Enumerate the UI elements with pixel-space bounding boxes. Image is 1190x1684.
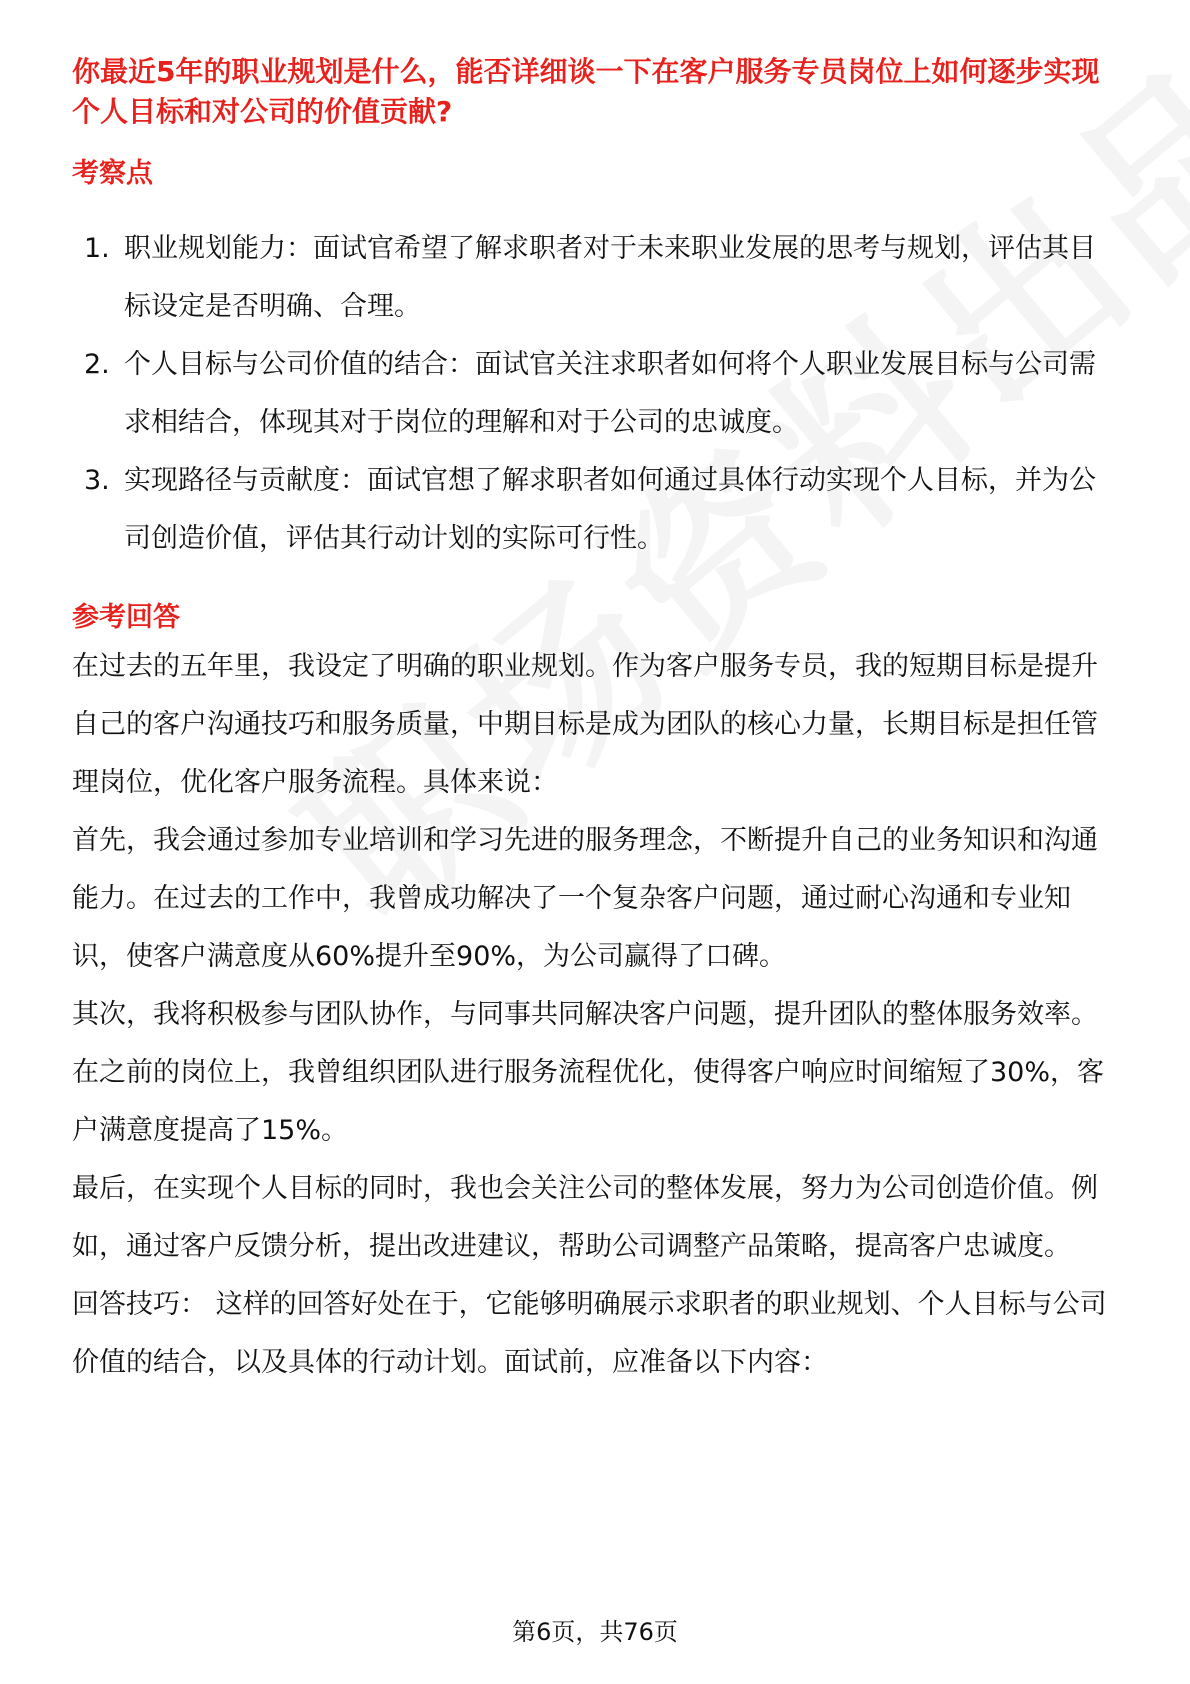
answer-paragraph: 在过去的五年里，我设定了明确的职业规划。作为客户服务专员，我的短期目标是提升自己的客户沟通技巧和服务质量，中期目标是成为团队的核心力量，长期目标是担任管理岗位，优化客户服务流程。具体来说： — [72, 651, 1098, 798]
list-item — [72, 220, 1122, 336]
list-item — [72, 452, 1122, 568]
list-item-number: 1. — [84, 233, 110, 264]
list-item — [72, 336, 1122, 452]
list-item-text: 职业规划能力：面试官希望了解求职者对于未来职业发展的思考与规划，评估其目标设定是否明确、合理。 — [124, 233, 1096, 322]
answer-paragraph: 最后，在实现个人目标的同时，我也会关注公司的整体发展，努力为公司创造价值。例如，通过客户反馈分析，提出改进建议，帮助公司调整产品策略，提高客户忠诚度。 — [72, 1173, 1098, 1262]
list-item-number: 3. — [84, 465, 110, 496]
tips-paragraph: 回答技巧： 这样的回答好处在于，它能够明确展示求职者的职业规划、个人目标与公司价值的结合，以及具体的行动计划。面试前，应准备以下内容： — [72, 1289, 1107, 1378]
answer-section-title: 参考回答 — [72, 602, 180, 633]
points-section-title: 考察点 — [72, 158, 153, 189]
answer-paragraph: 首先，我会通过参加专业培训和学习先进的服务理念，不断提升自己的业务知识和沟通能力。在过去的工作中，我曾成功解决了一个复杂客户问题，通过耐心沟通和专业知识，使客户满意度从60%提升至90%，为公司赢得了口碑。 — [72, 825, 1098, 972]
question-heading: 你最近5年的职业规划是什么，能否详细谈一下在客户服务专员岗位上如何逐步实现个人目标和对公司的价值贡献? — [72, 55, 1100, 128]
answer-paragraph: 其次，我将积极参与团队协作，与同事共同解决客户问题，提升团队的整体服务效率。在之前的岗位上，我曾组织团队进行服务流程优化，使得客户响应时间缩短了30%，客户满意度提高了15%。 — [72, 999, 1105, 1146]
list-item-number: 2. — [84, 349, 110, 380]
page-content — [72, 52, 1122, 1392]
list-item-text: 实现路径与贡献度：面试官想了解求职者如何通过具体行动实现个人目标，并为公司创造价值，评估其行动计划的实际可行性。 — [124, 465, 1096, 554]
list-item-text: 个人目标与公司价值的结合：面试官关注求职者如何将个人职业发展目标与公司需求相结合，体现其对于岗位的理解和对于公司的忠诚度。 — [124, 349, 1096, 438]
page-number-footer: 第6页，共76页 — [512, 1618, 678, 1646]
points-list — [72, 220, 1122, 568]
